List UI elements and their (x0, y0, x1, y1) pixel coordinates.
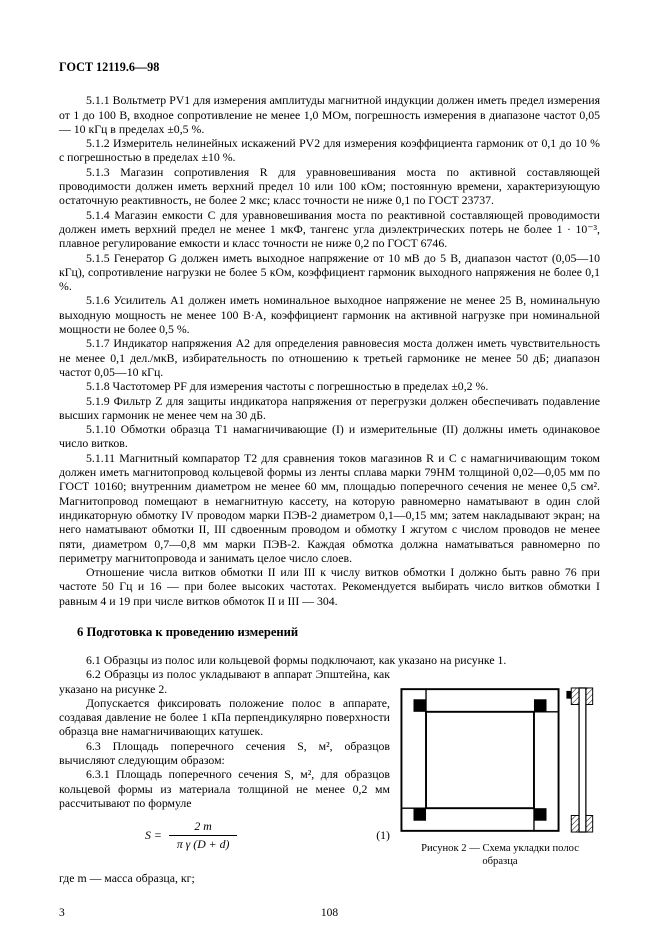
formula-fraction (169, 819, 238, 851)
epstein-frame-top-view-figure (400, 687, 560, 833)
paragraph-6-3-1: 6.3.1 Площадь поперечного сечения S, м², для образцов кольцевой формы из материала толщиной не менее 0,2 мм рассчитывают по формуле (59, 767, 390, 810)
formula-numerator: 2 m (194, 819, 212, 834)
figure-2-caption: Рисунок 2 — Схема укладки полос образца (421, 843, 579, 868)
paragraph-6-2: 6.2 Образцы из полос укладывают в аппарат Эпштейна, как указано на рисунке 2. (59, 667, 390, 696)
formula-lhs: S = (145, 827, 162, 842)
paragraph-5-1-11: 5.1.11 Магнитный компаратор T2 для сравнения токов магазинов R и C с намагничивающим током должен иметь магнитопровод кольцевой формы из ленты сплава марки 79НМ толщиной 0,02—0,05 мм по ГОСТ 10160; внутренним диаметром не менее 60 мм, площадью поперечного сечения не менее 0,5 см². Магнитопровод помещают в немагнитную кассету, на которую равномерно наматывают в один слой индикаторную обмотку IV проводом марки ПЭВ-2 диаметром 0,1—0,15 мм; затем накладывают экран; на него наматывают обмотки II, III сдвоенным проводом и обмотку I жгутом с числом проводов не менее пяти, диаметром 0,7—0,8 мм марки ПЭВ-2. Каждая обмотка должна наматываться равномерно по периметру магнитопровода и занимать целое число слоев. (59, 450, 600, 565)
paragraph-allowance: Допускается фиксировать положение полос в аппарате, создавая давление не более 1 кПа перпендикулярно поверхности образца вне намагничивающих катушек. (59, 695, 390, 739)
paragraph-5-1-10: 5.1.10 Обмотки образца T1 намагничивающие (I) и измерительные (II) должны иметь одинаковое число витков. (59, 422, 600, 451)
bottom-columns (59, 667, 600, 868)
formula-number: (1) (376, 827, 390, 842)
sheet-number: 108 (320, 906, 339, 919)
section-5-body (59, 93, 600, 608)
document-header: ГОСТ 12119.6—98 (59, 60, 160, 74)
paragraph-5-1-1: 5.1.1 Вольтметр PV1 для измерения амплитуды магнитной индукции должен иметь предел измерения от 1 до 100 В, входное сопротивление не менее 1,0 МОм, погрешность измерения в диапазоне частот 0,05 — 10 кГц в пределах ±0,5 %. (59, 93, 600, 136)
formula-1 (145, 819, 390, 851)
figure-2-block (400, 667, 600, 868)
figure-2-graphics (400, 687, 600, 833)
strip-side-view-figure (566, 687, 596, 833)
paragraph-5-1-2: 5.1.2 Измеритель нелинейных искажений PV2 для измерения коэффициента гармоник от 0,1 до 10 % с погрешностью в пределах ±10 %. (59, 136, 600, 165)
paragraph-6-1: 6.1 Образцы из полос или кольцевой формы подключают, как указано на рисунке 1. (86, 652, 507, 667)
formula-legend: где m — масса образца, кг; (59, 871, 195, 886)
paragraph-5-1-9: 5.1.9 Фильтр Z для защиты индикатора напряжения от перегрузки должен обеспечивать подавление высших гармоник не менее чем на 30 дБ. (59, 393, 600, 422)
paragraph-5-1-5: 5.1.5 Генератор G должен иметь выходное напряжение от 10 мВ до 5 В, диапазон частот (0,05—10 кГц), сопротивление нагрузки не более 5 кОм, коэффициент гармоник выходного напряжения не более 0,1 %. (59, 250, 600, 294)
paragraph-6-3: 6.3 Площадь поперечного сечения S, м², образцов вычисляют следующим образом: (59, 738, 390, 768)
formula-denominator: π γ (D + d) (169, 835, 238, 851)
paragraph-5-1-4: 5.1.4 Магазин емкости C для уравновешивания моста по реактивной составляющей проводимости должен иметь верхний предел не менее 1 мкФ, тангенс угла диэлектрических потерь не более 1 · 10⁻³, плавное регулирование емкости и класс точности не ниже 0,2 по ГОСТ 6746. (59, 207, 600, 251)
paragraph-5-1-3: 5.1.3 Магазин сопротивления R для уравновешивания моста по активной составляющей проводимости должен иметь верхний предел 10 или 100 кОм; постоянную времени, характеризующую остаточную реактивность, не более 2 мкс; класс точности не ниже 0,1 по ГОСТ 23737. (59, 164, 600, 208)
paragraph-5-1-6: 5.1.6 Усилитель A1 должен иметь номинальное выходное напряжение не менее 25 В, номинальную выходную мощность не менее 100 В·А, коэффициент гармоник на активной нагрузке при номинальной мощности не более 0,5 %. (59, 293, 600, 337)
bottom-text-column (59, 667, 390, 868)
paragraph-5-1-8: 5.1.8 Частотомер PF для измерения частоты с погрешностью в пределах ±0,2 %. (86, 379, 489, 394)
page-footer (59, 906, 600, 920)
paragraph-winding-ratio: Отношение числа витков обмотки II или III к числу витков обмотки I должно быть равно 76 при частоте 50 Гц и 16 — при более высоких частотах. Рекомендуется выбирать число витков обмотки I равным 4 и 19 при числе витков обмоток II и III — 304. (59, 565, 600, 608)
paragraph-5-1-7: 5.1.7 Индикатор напряжения A2 для определения равновесия моста должен иметь чувствительность не менее 0,1 дел./мкВ, избирательность по отношению к третьей гармонике не менее 50 дБ; диапазон частот 0,05—10 кГц. (59, 336, 600, 379)
section-6-heading: 6 Подготовка к проведению измерений (77, 624, 299, 639)
page-number: 3 (59, 906, 65, 919)
